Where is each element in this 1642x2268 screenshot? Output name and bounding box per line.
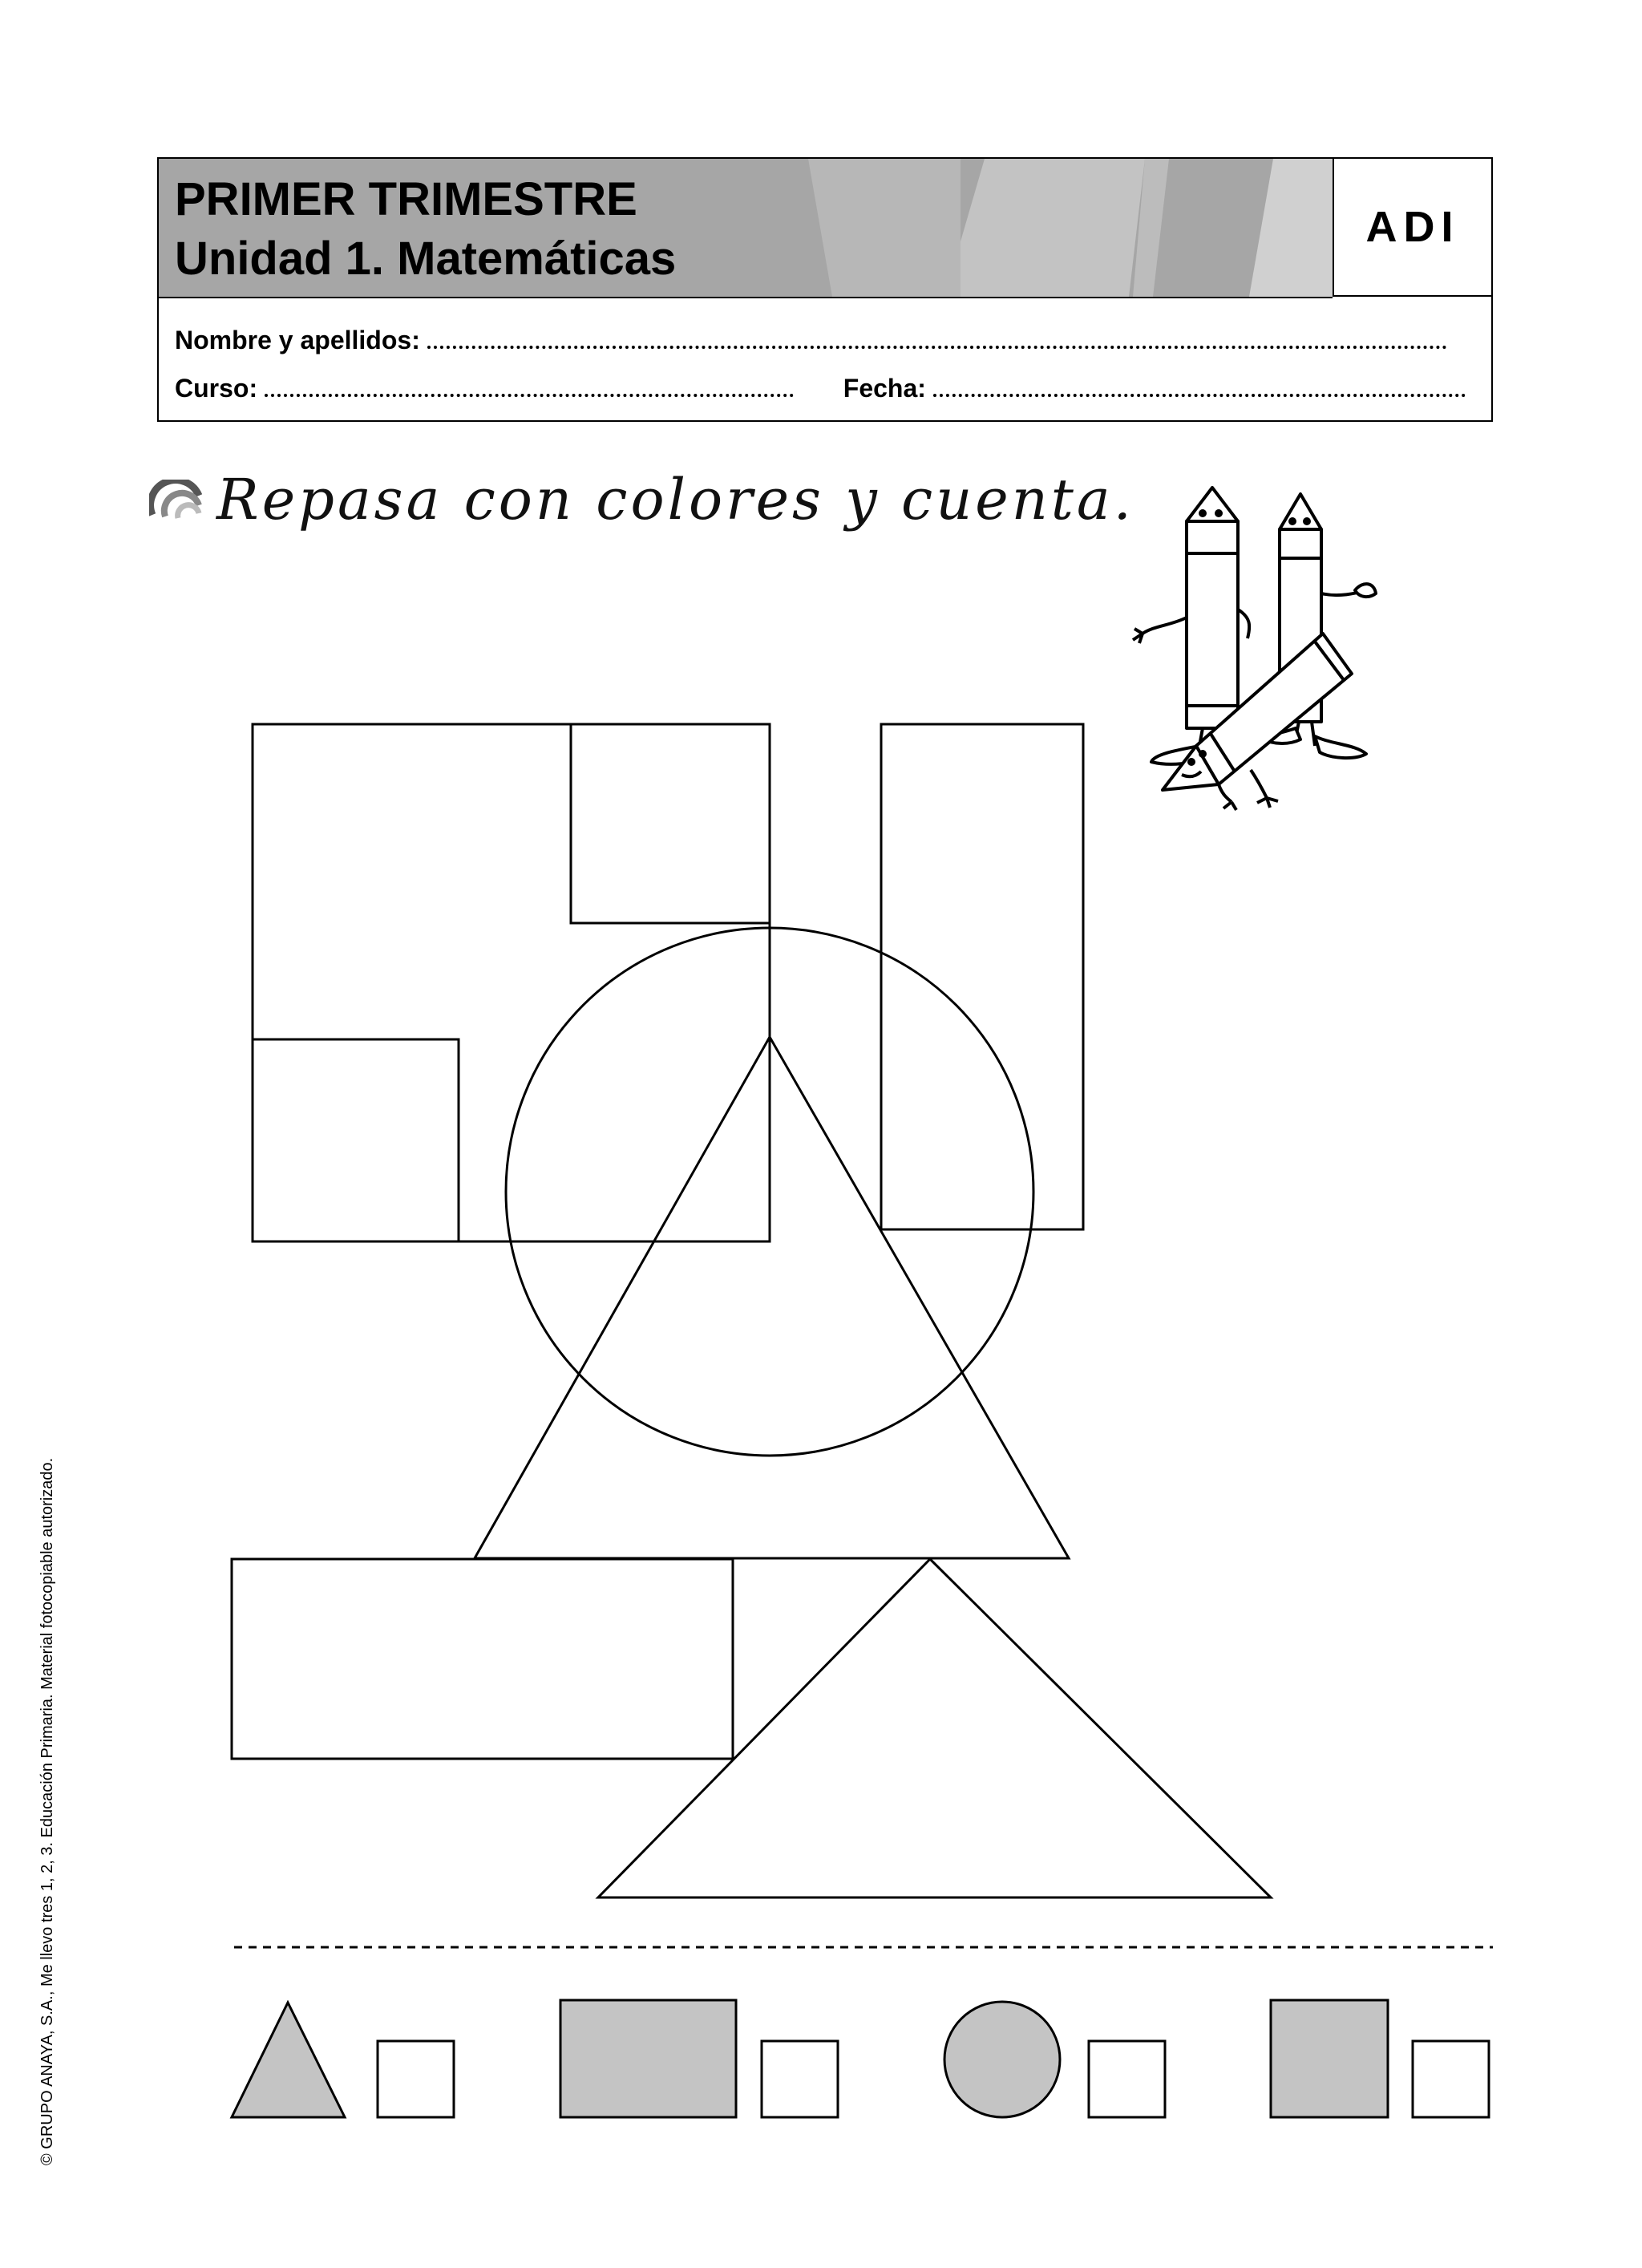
lower-triangle[interactable] — [598, 1559, 1271, 1897]
date-label: Fecha: — [843, 374, 926, 403]
level-code: ADI — [1333, 159, 1491, 297]
course-label: Curso: — [175, 374, 258, 403]
copyright-note: © GRUPO ANAYA, S.A., Me llevo tres 1, 2, 3. Educación Primaria. Material fotocopiable autorizado. — [38, 1457, 56, 2165]
top-right-square[interactable] — [571, 724, 770, 923]
instruction-text: Repasa con colores y cuenta. — [216, 467, 1134, 533]
answer-box-triangle[interactable] — [378, 2041, 454, 2117]
count-row — [232, 2000, 1489, 2117]
answer-box-square[interactable] — [1413, 2041, 1489, 2117]
crayon-characters — [1133, 488, 1376, 810]
bottom-left-square[interactable] — [253, 1039, 459, 1241]
count-triangle-icon — [232, 2003, 345, 2117]
count-square-icon — [1271, 2000, 1388, 2117]
count-circle-icon — [944, 2002, 1060, 2117]
large-square[interactable] — [253, 724, 770, 1241]
exercise-shapes — [232, 724, 1271, 1897]
tall-rectangle[interactable] — [881, 724, 1083, 1229]
answer-box-rectangle[interactable] — [762, 2041, 838, 2117]
upper-triangle[interactable] — [475, 1037, 1069, 1558]
title-line-1: PRIMER TRIMESTRE — [175, 173, 637, 225]
name-label: Nombre y apellidos: — [175, 326, 420, 354]
title-line-2: Unidad 1. Matemáticas — [175, 233, 677, 285]
count-rectangle-icon — [560, 2000, 736, 2117]
wide-rectangle[interactable] — [232, 1559, 733, 1759]
answer-box-circle[interactable] — [1089, 2041, 1165, 2117]
